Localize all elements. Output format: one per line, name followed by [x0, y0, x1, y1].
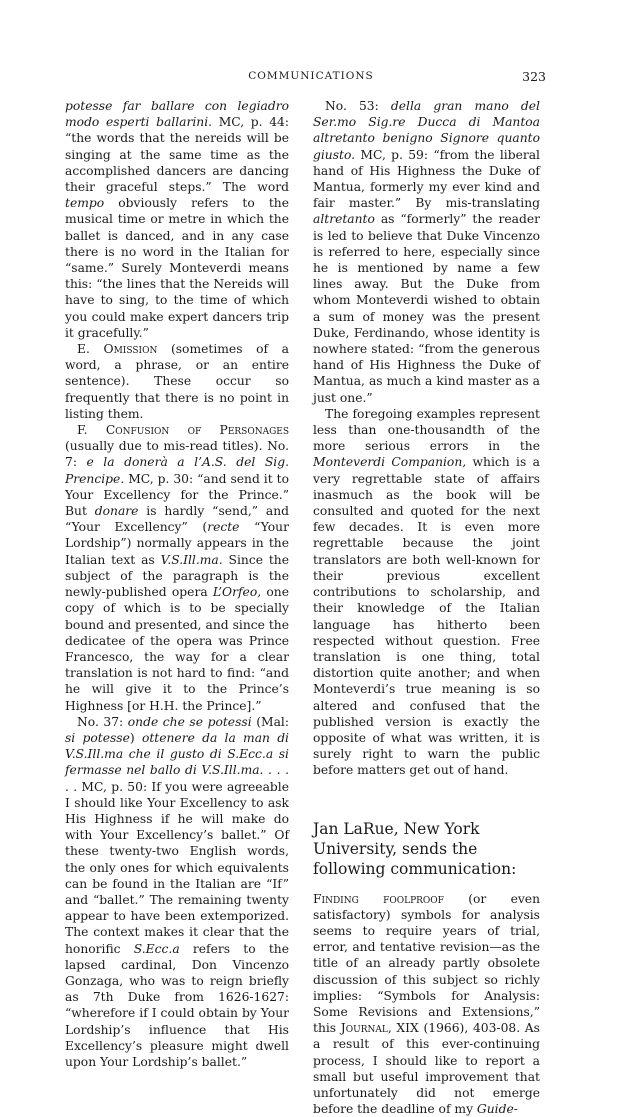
italic-run: tempo: [65, 196, 105, 211]
italic-run: Monteverdi Companion,: [313, 455, 467, 470]
paragraph: potesse far ballare con legiadro modo esperti ballarini. MC, p. 44: “the words that the nereids will be singing at the same time as the accomplished dancers are dancing their graceful steps.” The word tempo obviously refers to the musical time or metre in which the ballet is danced, and in any case there is no word in the Italian for “same.” Surely Monteverdi means this: “the lines that the Nereids will have to sing, to the time of which you could make expert dancers trip it gracefully.”: [65, 99, 289, 340]
paragraph: No. 37: onde che se potessi (Mal: si potesse) ottenere da la man di V.S.Ill.ma che il gusto di S.Ecc.a si fermasse nel ballo di V.S.Ill.ma. . . . . . MC, p. 50: If you were agreeable I should like Your Excellency to ask His Highness if he will make do with Your Excellency’s ballet.” Of these twenty-two English words, the only ones for which equivalents can be found in the Italian are “If” and “ballet.” The remaining twenty appear to have been extemporized. The context makes it clear that the honorific S.Ecc.a refers to the lapsed cardinal, Don Vincenzo Gonzaga, who was to reign briefly as 7th Duke from 1626-1627: “wherefore if I could obtain by Your Lordship’s influence that His Excellency’s pleasure might dwell upon Your Lordship’s ballet.”: [65, 714, 289, 1069]
paragraph: F. Confusion of Personages (usually due to mis-read titles). No. 7: e la donerà a l’A.S. del Sig. Prencipe. MC, p. 30: “and send it to Your Excellency for the Prince.” But donare is hardly “send,” and “Your Excellency” (recte “Your Lordship”) normally appears in the Italian text as V.S.Ill.ma. Since the subject of the paragraph is the newly-published opera L’Orfeo, one copy of which is to be specially bound and presented, and since the dedicatee of the opera was Prince Francesco, the way for a clear translation is not hard to find: “and he will give it to the Prince’s Highness [or H.H. the Prince].”: [65, 423, 290, 713]
italic-run: e la donerà a l’A.S. del Sig. Prencipe.: [65, 455, 289, 486]
italic-run: Guide-: [476, 1102, 518, 1117]
paragraph: E. Omission (sometimes of a word, a phrase, or an entire sentence). These occur so frequently that there is no point in listing them.: [65, 342, 290, 421]
italic-run: donare: [94, 504, 139, 519]
italic-run: della gran mano del Ser.mo Sig.re Ducca di Mantoa altretanto benigno Signore quanto giusto.: [313, 99, 540, 162]
left-column: [65, 98, 289, 1070]
italic-run: si potesse: [65, 730, 130, 745]
italic-run: ottenere da la man di V.S.Ill.ma che il gusto di S.Ecc.a si fermasse nel ballo di V.S.Ill.ma. . . . . .: [65, 730, 289, 794]
paragraph: No. 53: della gran mano del Ser.mo Sig.re Ducca di Mantoa altretanto benigno Signore quanto giusto. MC, p. 59: “from the liberal hand of His Highness the Duke of Mantua, formerly my ever kind and fair master.” By mis-translating altretanto as “formerly” the reader is led to believe that Duke Vincenzo is referred to here, especially since he is mentioned by name a few lines away. But the Duke from whom Monteverdi wished to obtain a sum of money was the present Duke, Ferdinando, whose identity is nowhere stated: “from the generous hand of His Highness the Duke of Mantua, as much a kind master as a just one.”: [313, 99, 540, 405]
page-header: [76, 70, 546, 86]
page-number: 323: [522, 69, 546, 84]
italic-run: altretanto: [313, 212, 375, 227]
small-caps-run: Confusion of Personages: [105, 423, 290, 438]
section-heading: Jan LaRue, New York University, sends the following communication:: [313, 819, 517, 878]
running-head: COMMUNICATIONS: [248, 70, 374, 82]
paragraph: Finding foolproof (or even satisfactory) symbols for analysis seems to require years of trial, error, and tentative revision—as the title of an already partly obsolete discussion of this subject so richly implies: “Symbols for Analysis: Some Revisions and Extensions,” this Journal, XIX (1966), 403-08. As a result of this ever-continuing process, I should like to report a small but useful improvement that unfortunately did not emerge before the deadline of my Guide-: [313, 891, 540, 1117]
small-caps-run: Omission: [103, 342, 158, 357]
italic-run: L’Orfeo,: [212, 585, 262, 600]
paragraph: The foregoing examples represent less than one-thousandth of the more serious errors in the Monteverdi Companion, which is a very regrettable state of affairs inasmuch as the book will be consulted and quoted for the next few decades. It is even more regrettable because the joint translators are both well-known for their previous excellent contributions to scholarship, and their knowledge of the Italian language has hitherto been respected without question. Free translation is one thing, total distortion quite another; and when Monteverdi’s true meaning is so altered and confused that the published version is exactly the opposite of what was written, it is surely right to warn the public before matters get out of hand.: [313, 406, 540, 778]
italic-run: onde che se potessi: [127, 714, 252, 729]
italic-run: recte: [207, 520, 240, 535]
italic-run: S.Ecc.a: [133, 941, 180, 956]
small-caps-run: Journal,: [340, 1021, 392, 1036]
italic-run: V.S.Ill.ma.: [160, 552, 223, 567]
italic-run: potesse far ballare con legiadro modo esperti ballarini.: [65, 99, 289, 130]
right-column: [313, 98, 540, 1117]
small-caps-run: Finding foolproof: [313, 891, 444, 906]
